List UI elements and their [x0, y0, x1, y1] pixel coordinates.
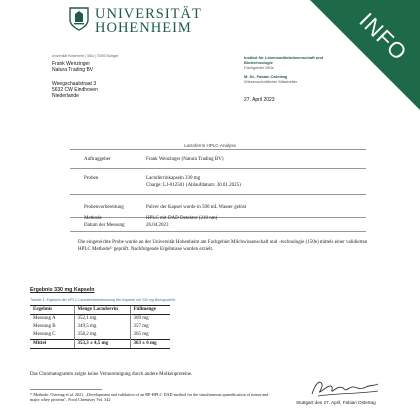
method-value: HPLC mit DAD Detektor (210 nm) [146, 216, 218, 221]
recipient-name: Frank Wenzinger [52, 61, 90, 67]
institute-title-1: Institut für Lebensmittelwissenschaft und [244, 55, 324, 60]
recipient-company: Natura Trading BV [52, 67, 94, 73]
row-label: Messung B [33, 324, 56, 329]
table-header-row [30, 306, 170, 315]
samples-label: Proben [84, 176, 99, 181]
samples-value-1: Lactoferrinkapseln 330 mg [146, 176, 201, 181]
table-rule [70, 194, 366, 195]
result-table-caption: Tabelle 1: Ergebnis der HPLC Lactoferrinbestimmung der Kapseln mit 330 mg Bezugswicht [30, 298, 176, 302]
table-rule [70, 217, 366, 218]
recipient-street: Weegschaalstraat 3 [52, 81, 97, 87]
contact-role: Wissenschaftlicher Mitarbeiter [244, 79, 298, 84]
table-rule [70, 231, 366, 232]
date-label: Datum der Messung [84, 223, 125, 228]
wordmark-line-2: HOHENHEIM [95, 20, 192, 36]
table-rule [70, 168, 366, 169]
document-subject: Lactoferrin HPLC-Analyse [183, 143, 237, 148]
recipient-address [52, 61, 98, 99]
row-fill: 365 mg [130, 331, 170, 340]
handwritten-signature [308, 378, 383, 400]
row-lactoferrin: 349,5 mg [74, 323, 130, 331]
method-label: Methode [84, 216, 102, 221]
recipient-city: 5632 CW Eindhoven [52, 87, 98, 93]
intro-paragraph: Die eingereichte Probe wurde an der Universität Hohenheim am Fachgebiet Milchwissenschaft und –technologie (150e) mittels einer validierten HPLC Methode¹⁾ geprüft. Nachfolgende Ergebnisse wurden erzielt. [78, 240, 368, 252]
contact-person: M. Sc. Fabian Ostertag [244, 74, 288, 79]
mean-fill: 363 ± 6 mg [130, 340, 170, 349]
institute-block [244, 55, 374, 84]
table-rule [70, 149, 366, 150]
row-lactoferrin: 352,1 mg [74, 315, 130, 324]
institute-dept: Fachgebiet 150e [244, 65, 274, 70]
recipient-country: Niederlande [52, 93, 79, 99]
row-label: Messung A [33, 316, 56, 321]
result-table [30, 305, 170, 349]
table-row [30, 315, 170, 324]
institute-title-2: Biotechnologie [244, 60, 273, 65]
row-label: Messung C [33, 332, 56, 337]
header-lactoferrin-amount: Menge Lactoferrin [74, 306, 130, 315]
table-row [30, 323, 170, 331]
mean-row [30, 340, 170, 349]
sender-return-address: Universität Hohenheim | 330a | 70593 Stuttgart [52, 54, 119, 58]
result-heading: Ergebnis 330 mg Kapseln [30, 287, 95, 293]
row-lactoferrin: 358,2 mg [74, 331, 130, 340]
footnote-rule [30, 389, 102, 390]
mean-label: Mittel [30, 340, 74, 349]
mean-lactoferrin: 353,3 ± 4,5 mg [74, 340, 130, 349]
client-label: Auftraggeber [84, 157, 111, 162]
header-result: Ergebnis [30, 306, 74, 315]
prep-value: Pulver der Kapsel wurde in 500 mL Wasser gelöst [146, 205, 247, 210]
date-value: 26.04.2023 [146, 223, 169, 228]
info-label: INFO [354, 7, 413, 66]
university-wordmark [95, 7, 202, 35]
letter-date: 27. April 2023 [244, 97, 275, 103]
row-fill: 369 mg [130, 315, 170, 324]
footnote: ¹⁾ Methode: Ostertag et al. 2021, „Development and validation of an RP-HPLC DAD method for the simultaneous quantification of minor and major whey proteins", Food Chemistry Vol. 342 [30, 392, 269, 403]
signoff-line: Stuttgart den 27. April, Fabian Ostertag [296, 400, 376, 405]
table-row [30, 331, 170, 340]
client-value: Frank Wenzinger (Natura Trading BV) [146, 157, 224, 162]
row-fill: 357 mg [130, 323, 170, 331]
chromatogram-note: Das Chromatogramm zeigte keine Verunreinigung durch andere Molkenproteine. [30, 372, 193, 377]
prep-label: Probenvorbereitung [84, 205, 124, 210]
header-fill-amount: Füllmenge [130, 306, 170, 315]
wordmark-line-1: UNIVERSITÄT [95, 6, 202, 22]
university-crest-icon [68, 6, 90, 32]
samples-value-2: Charge: LJ-012501 (Ablaufdatum: 30.01.2025) [146, 183, 241, 188]
